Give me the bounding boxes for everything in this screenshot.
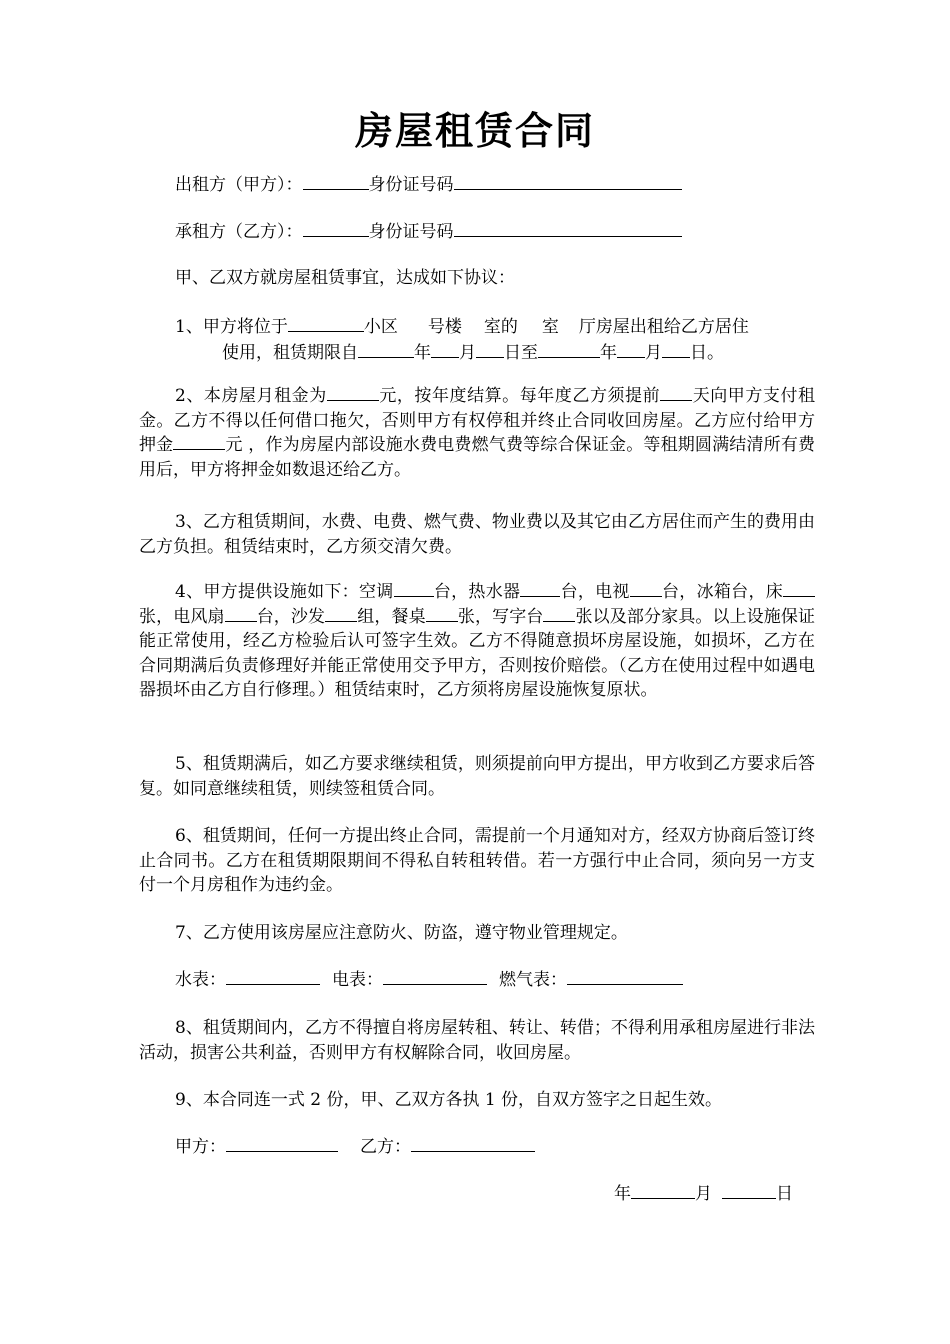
- clause6-paragraph: 6、租赁期间，任何一方提出终止合同，需提前一个月通知对方，经双方协商后签订终止合同书。乙方在租赁期限期间不得私自转租转借。若一方强行中止合同，须向另一方支付一个月房租作为违约金。: [139, 826, 815, 895]
- clause4-text-d: 台，冰箱台，床: [661, 582, 784, 602]
- clause5-paragraph: 5、租赁期满后，如乙方要求继续租赁，则须提前向甲方提出，甲方收到乙方要求后答复。如同意继续租赁，则续签租赁合同。: [139, 754, 815, 799]
- clause1-text-i: 月: [459, 343, 476, 363]
- gas-meter-blank[interactable]: [567, 968, 683, 985]
- table-count-blank[interactable]: [426, 605, 458, 622]
- intro-line: [139, 266, 815, 290]
- clause1-text-m: 日。: [690, 343, 724, 363]
- clause2-text-c: 天向甲方支付租金。乙方不得以任何借口拖欠，否则甲方有权停租并终止合同收回房屋。乙方应付给甲方押金: [139, 386, 816, 455]
- clause1-text-f: 厅房屋出租给乙方居住: [578, 317, 749, 337]
- party-a-signature-blank[interactable]: [226, 1135, 338, 1152]
- date-month-blank[interactable]: [631, 1182, 695, 1199]
- lessee-id-blank[interactable]: [454, 220, 682, 237]
- document-title: 房屋租赁合同: [354, 109, 595, 153]
- ac-count-blank[interactable]: [394, 580, 434, 597]
- lessor-line: [139, 173, 815, 197]
- advance-days-blank[interactable]: [660, 384, 692, 401]
- electric-meter-label: 电表：: [332, 970, 383, 990]
- heater-count-blank[interactable]: [520, 580, 560, 597]
- clause2-text-b: 元，按年度结算。每年度乙方须提前: [378, 386, 661, 406]
- sofa-count-blank[interactable]: [325, 605, 357, 622]
- fan-count-blank[interactable]: [225, 605, 257, 622]
- meters-line: [139, 968, 815, 992]
- clause4-text-a: 4、甲方提供设施如下：空调: [175, 582, 394, 602]
- clause4-text-c: 台，电视: [560, 582, 630, 602]
- date-day-label: 日: [776, 1184, 793, 1204]
- clause8-paragraph: 8、租赁期间内，乙方不得擅自将房屋转租、转让、转借；不得利用承租房屋进行非法活动，损害公共利益，否则甲方有权解除合同，收回房屋。: [139, 1018, 815, 1063]
- clause4-text-h: 张，写字台: [457, 606, 544, 627]
- clause1-text-l: 月: [645, 343, 662, 363]
- electric-meter-blank[interactable]: [383, 968, 487, 985]
- clause4-text-i: 张以及部分家具。以上设施保证能正常使用，经乙方检验后认可签字生效。乙方不得随意损坏房屋设施，如损坏，乙方在合同期满后负责修理好并能正常使用交予甲方，否则按价赔偿。（乙方在使用过程中如遇电器损坏由乙方自行修理。）租赁结束时，乙方须将房屋设施恢复原状。: [139, 606, 816, 700]
- end-year-blank[interactable]: [538, 341, 600, 358]
- clause2-text-a: 2、本房屋月租金为: [175, 386, 327, 406]
- party-a-label: 甲方：: [175, 1137, 226, 1157]
- water-meter-label: 水表：: [175, 970, 226, 990]
- start-year-blank[interactable]: [358, 341, 414, 358]
- clause1-text-h: 年: [414, 343, 431, 363]
- clause1-text-e: 室: [541, 317, 559, 337]
- lessor-id-blank[interactable]: [454, 173, 682, 190]
- gas-meter-label: 燃气表：: [499, 970, 567, 990]
- clause9-text: 9、本合同连一式 2 份，甲、乙双方各执 1 份，自双方签字之日起生效。: [175, 1090, 723, 1110]
- clause2-paragraph: [139, 384, 815, 482]
- clause7-line: [139, 921, 815, 945]
- date-day-blank[interactable]: [722, 1182, 776, 1199]
- clause4-paragraph: [139, 580, 815, 703]
- lessee-label: 承租方（乙方）：: [175, 222, 303, 242]
- clause3-paragraph: 3、乙方租赁期间，水费、电费、燃气费、物业费以及其它由乙方居住而产生的费用由乙方负担。租赁结束时，乙方须交清欠费。: [139, 512, 815, 557]
- clause2-text-d: 元 ，作为房屋内部设施水费电费燃气费等综合保证金。等租期圆满结清所有费用后，甲方将押金如数退还给乙方。: [139, 435, 815, 480]
- party-b-label: 乙方：: [360, 1137, 411, 1157]
- clause1-text-d: 室的: [483, 317, 518, 337]
- monthly-rent-blank[interactable]: [327, 384, 379, 401]
- date-line: [614, 1182, 834, 1206]
- clause1-text-k: 年: [600, 343, 617, 363]
- clause1-line2: [222, 341, 898, 365]
- clause1-text-g: 使用，租赁期限自: [222, 343, 358, 363]
- clause4-text-e: 张，电风扇: [139, 606, 225, 627]
- deposit-blank[interactable]: [173, 433, 225, 450]
- clause4-text-f: 台，沙发: [256, 606, 326, 627]
- lessor-label: 出租方（甲方）：: [175, 175, 303, 195]
- clause1-text-b: 小区: [363, 317, 398, 337]
- party-b-signature-blank[interactable]: [411, 1135, 535, 1152]
- clause1-text-j: 日至: [504, 343, 538, 363]
- end-day-blank[interactable]: [662, 341, 690, 358]
- lessor-id-label: 身份证号码: [368, 175, 454, 195]
- clause1-text-c: 号楼: [427, 317, 462, 337]
- start-month-blank[interactable]: [431, 341, 459, 358]
- tv-count-blank[interactable]: [630, 580, 662, 597]
- intro-text: 甲、乙双方就房屋租赁事宜，达成如下协议：: [175, 268, 515, 288]
- clause4-text-b: 台，热水器: [433, 582, 521, 602]
- clause7-text: 7、乙方使用该房屋应注意防火、防盗，遵守物业管理规定。: [175, 923, 628, 943]
- address-blank[interactable]: [288, 315, 364, 332]
- lessor-name-blank[interactable]: [303, 173, 369, 190]
- bed-count-blank[interactable]: [783, 580, 815, 597]
- signatures-line: [139, 1135, 815, 1159]
- lessee-line: [139, 220, 815, 244]
- date-month-label: 月: [695, 1184, 712, 1204]
- lessee-name-blank[interactable]: [303, 220, 369, 237]
- end-month-blank[interactable]: [617, 341, 645, 358]
- clause9-line: [139, 1088, 815, 1112]
- clause1-text-a: 1、甲方将位于: [175, 317, 288, 337]
- clause1-line1: [139, 315, 815, 339]
- water-meter-blank[interactable]: [226, 968, 320, 985]
- date-year-label: 年: [614, 1184, 631, 1204]
- start-day-blank[interactable]: [476, 341, 504, 358]
- clause4-text-g: 组，餐桌: [357, 606, 426, 627]
- lessee-id-label: 身份证号码: [368, 222, 454, 242]
- desk-count-blank[interactable]: [543, 605, 575, 622]
